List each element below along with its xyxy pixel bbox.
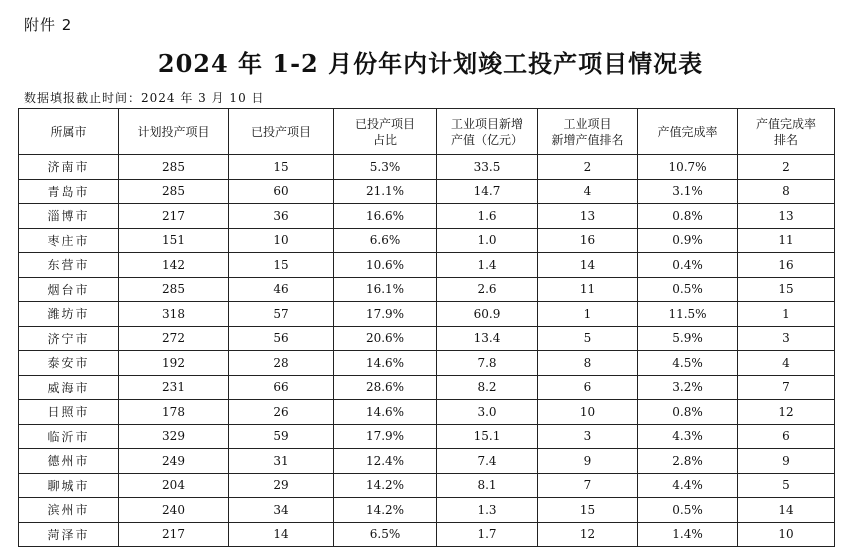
cell-completion-rank: 10 (738, 522, 835, 547)
cell-new-output: 1.3 (437, 498, 538, 523)
cell-completed-ratio: 14.6% (334, 351, 437, 376)
cell-completion-rate: 4.3% (638, 424, 738, 449)
cell-city: 潍坊市 (19, 302, 119, 327)
cell-city: 济南市 (19, 155, 119, 180)
cell-planned: 285 (119, 277, 229, 302)
cell-completion-rank: 9 (738, 449, 835, 474)
cell-output-rank: 15 (538, 498, 638, 523)
cell-completed-ratio: 16.6% (334, 204, 437, 229)
cell-completion-rank: 15 (738, 277, 835, 302)
cell-city: 淄博市 (19, 204, 119, 229)
cell-city: 烟台市 (19, 277, 119, 302)
cell-planned: 142 (119, 253, 229, 278)
cell-output-rank: 3 (538, 424, 638, 449)
table-row (19, 400, 835, 425)
cell-completion-rate: 2.8% (638, 449, 738, 474)
cell-city: 东营市 (19, 253, 119, 278)
cell-completion-rank: 1 (738, 302, 835, 327)
cell-completion-rate: 0.8% (638, 204, 738, 229)
table-row (19, 498, 835, 523)
cell-completion-rate: 0.5% (638, 498, 738, 523)
table-row (19, 473, 835, 498)
cell-output-rank: 9 (538, 449, 638, 474)
cell-completed: 15 (229, 155, 334, 180)
cell-output-rank: 7 (538, 473, 638, 498)
cell-completion-rank: 6 (738, 424, 835, 449)
cell-completed-ratio: 12.4% (334, 449, 437, 474)
cell-completed-ratio: 17.9% (334, 424, 437, 449)
cell-completion-rank: 12 (738, 400, 835, 425)
cell-planned: 329 (119, 424, 229, 449)
table-row (19, 375, 835, 400)
cell-completion-rank: 14 (738, 498, 835, 523)
cell-city: 临沂市 (19, 424, 119, 449)
table-header-row (19, 109, 835, 155)
cell-city: 滨州市 (19, 498, 119, 523)
cell-city: 菏泽市 (19, 522, 119, 547)
cell-completed: 28 (229, 351, 334, 376)
cell-new-output: 33.5 (437, 155, 538, 180)
column-header-output-rank: 工业项目 新增产值排名 (538, 109, 638, 155)
table-row (19, 277, 835, 302)
cell-completion-rank: 5 (738, 473, 835, 498)
table-row (19, 253, 835, 278)
cell-completed: 14 (229, 522, 334, 547)
column-header-completion-rank: 产值完成率 排名 (738, 109, 835, 155)
cell-output-rank: 16 (538, 228, 638, 253)
cell-output-rank: 11 (538, 277, 638, 302)
cell-planned: 272 (119, 326, 229, 351)
column-header-completed-ratio: 已投产项目 占比 (334, 109, 437, 155)
cell-completed: 59 (229, 424, 334, 449)
cell-completed-ratio: 6.6% (334, 228, 437, 253)
cell-completion-rate: 4.4% (638, 473, 738, 498)
cell-completed: 36 (229, 204, 334, 229)
table-row (19, 522, 835, 547)
cell-planned: 231 (119, 375, 229, 400)
cell-completed: 29 (229, 473, 334, 498)
cell-completion-rank: 3 (738, 326, 835, 351)
cell-new-output: 15.1 (437, 424, 538, 449)
cell-planned: 151 (119, 228, 229, 253)
cell-completion-rate: 3.1% (638, 179, 738, 204)
cell-completed-ratio: 16.1% (334, 277, 437, 302)
cell-planned: 285 (119, 155, 229, 180)
cell-new-output: 8.1 (437, 473, 538, 498)
cell-planned: 204 (119, 473, 229, 498)
cell-new-output: 13.4 (437, 326, 538, 351)
cell-completion-rate: 5.9% (638, 326, 738, 351)
cell-completion-rate: 0.4% (638, 253, 738, 278)
cell-completion-rank: 8 (738, 179, 835, 204)
table-row (19, 155, 835, 180)
cell-output-rank: 14 (538, 253, 638, 278)
cell-completion-rank: 16 (738, 253, 835, 278)
cell-output-rank: 1 (538, 302, 638, 327)
cell-completion-rate: 4.5% (638, 351, 738, 376)
cell-completion-rate: 0.9% (638, 228, 738, 253)
cell-completed: 34 (229, 498, 334, 523)
cell-output-rank: 4 (538, 179, 638, 204)
cell-completed-ratio: 20.6% (334, 326, 437, 351)
cell-city: 德州市 (19, 449, 119, 474)
cell-completed: 31 (229, 449, 334, 474)
table-row (19, 179, 835, 204)
attachment-label: 附件 2 (24, 16, 73, 34)
cell-planned: 217 (119, 204, 229, 229)
cell-planned: 217 (119, 522, 229, 547)
cell-completed: 66 (229, 375, 334, 400)
cell-completion-rank: 13 (738, 204, 835, 229)
cell-completed-ratio: 5.3% (334, 155, 437, 180)
cell-planned: 240 (119, 498, 229, 523)
cell-output-rank: 6 (538, 375, 638, 400)
cell-new-output: 2.6 (437, 277, 538, 302)
cell-completed: 60 (229, 179, 334, 204)
cell-new-output: 1.0 (437, 228, 538, 253)
column-header-planned: 计划投产项目 (119, 109, 229, 155)
cell-completion-rank: 2 (738, 155, 835, 180)
cell-completed: 56 (229, 326, 334, 351)
cell-new-output: 7.4 (437, 449, 538, 474)
cell-completion-rate: 3.2% (638, 375, 738, 400)
cell-completion-rate: 1.4% (638, 522, 738, 547)
cell-completion-rank: 11 (738, 228, 835, 253)
cell-planned: 318 (119, 302, 229, 327)
cell-new-output: 60.9 (437, 302, 538, 327)
table-body (19, 155, 835, 547)
cell-completion-rate: 0.5% (638, 277, 738, 302)
cell-new-output: 3.0 (437, 400, 538, 425)
cell-city: 枣庄市 (19, 228, 119, 253)
cell-output-rank: 13 (538, 204, 638, 229)
column-header-new-output: 工业项目新增 产值（亿元） (437, 109, 538, 155)
cell-output-rank: 2 (538, 155, 638, 180)
cell-completed-ratio: 21.1% (334, 179, 437, 204)
cell-completed: 46 (229, 277, 334, 302)
cell-completed: 15 (229, 253, 334, 278)
cell-new-output: 1.4 (437, 253, 538, 278)
cell-completed-ratio: 17.9% (334, 302, 437, 327)
cell-planned: 249 (119, 449, 229, 474)
cell-new-output: 7.8 (437, 351, 538, 376)
table-row (19, 228, 835, 253)
cell-planned: 192 (119, 351, 229, 376)
cell-completion-rate: 11.5% (638, 302, 738, 327)
cell-completion-rank: 7 (738, 375, 835, 400)
cell-completed-ratio: 14.6% (334, 400, 437, 425)
cell-city: 聊城市 (19, 473, 119, 498)
table-row (19, 302, 835, 327)
cell-new-output: 8.2 (437, 375, 538, 400)
column-header-completion-rate: 产值完成率 (638, 109, 738, 155)
cell-completion-rate: 10.7% (638, 155, 738, 180)
cell-output-rank: 12 (538, 522, 638, 547)
cell-completed-ratio: 10.6% (334, 253, 437, 278)
cell-output-rank: 10 (538, 400, 638, 425)
project-table (18, 108, 835, 547)
column-header-city: 所属市 (19, 109, 119, 155)
table-row (19, 351, 835, 376)
cell-output-rank: 5 (538, 326, 638, 351)
cell-completed-ratio: 28.6% (334, 375, 437, 400)
cell-completed-ratio: 14.2% (334, 473, 437, 498)
table-row (19, 204, 835, 229)
cell-planned: 178 (119, 400, 229, 425)
cell-output-rank: 8 (538, 351, 638, 376)
cell-completed: 10 (229, 228, 334, 253)
cell-completion-rank: 4 (738, 351, 835, 376)
column-header-completed: 已投产项目 (229, 109, 334, 155)
cell-completion-rate: 0.8% (638, 400, 738, 425)
table-row (19, 449, 835, 474)
cell-city: 泰安市 (19, 351, 119, 376)
deadline-note: 数据填报截止时间：2024 年 3 月 10 日 (24, 91, 265, 105)
cell-completed-ratio: 14.2% (334, 498, 437, 523)
cell-completed: 26 (229, 400, 334, 425)
cell-city: 青岛市 (19, 179, 119, 204)
table-row (19, 424, 835, 449)
cell-new-output: 1.7 (437, 522, 538, 547)
cell-city: 威海市 (19, 375, 119, 400)
cell-completed-ratio: 6.5% (334, 522, 437, 547)
table-row (19, 326, 835, 351)
page-title: 2024 年 1-2 月份年内计划竣工投产项目情况表 (157, 49, 704, 78)
cell-new-output: 1.6 (437, 204, 538, 229)
cell-completed: 57 (229, 302, 334, 327)
cell-new-output: 14.7 (437, 179, 538, 204)
cell-planned: 285 (119, 179, 229, 204)
cell-city: 日照市 (19, 400, 119, 425)
cell-city: 济宁市 (19, 326, 119, 351)
